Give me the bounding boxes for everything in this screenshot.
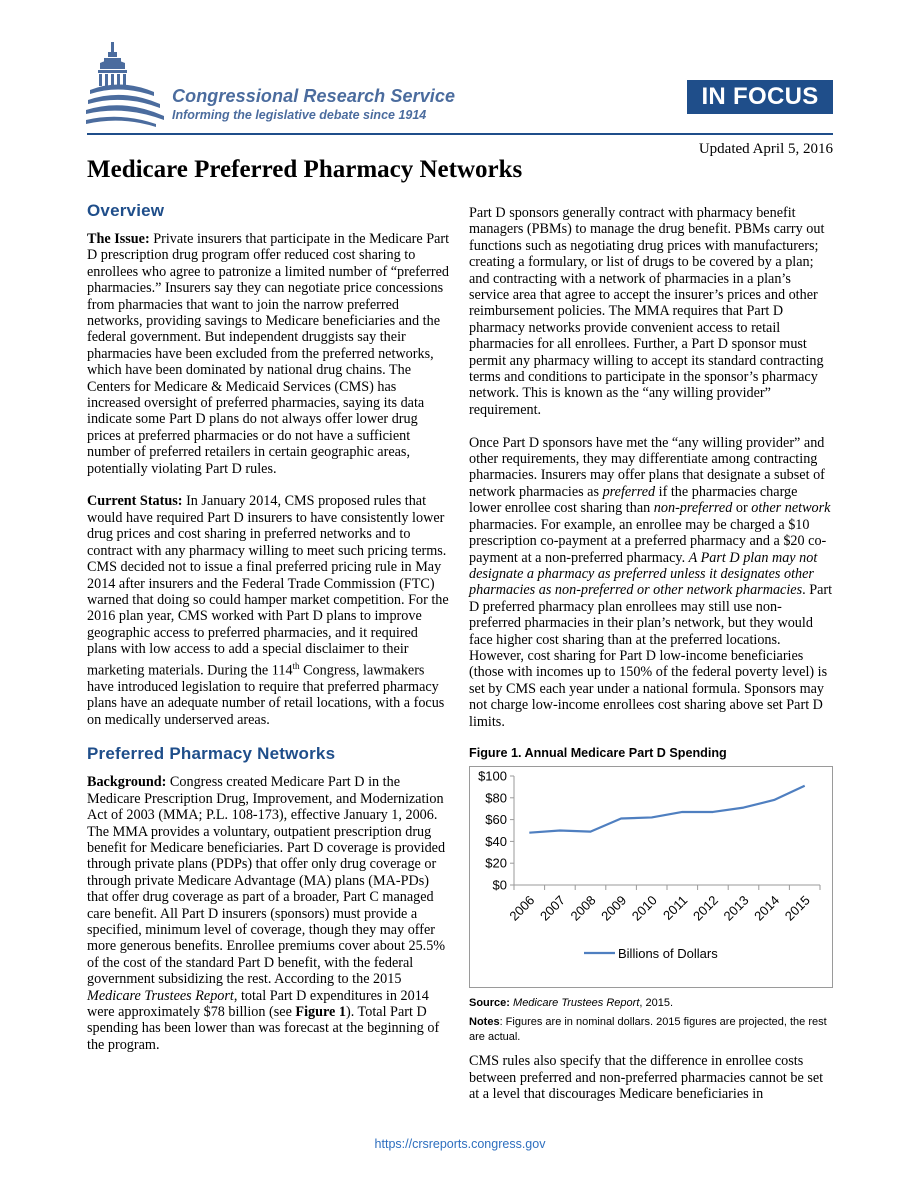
x-tick-label: 2008 <box>567 892 599 924</box>
ppn-heading: Preferred Pharmacy Networks <box>87 744 336 764</box>
notes-label: Notes <box>469 1016 500 1029</box>
right-column <box>469 205 833 1119</box>
figure-note <box>469 1015 833 1045</box>
status-text-tail: Congress, lawmakers have introduced legislation to require that preferred pharmacy plans have an adequate number of retail locations, with a focus on medically underserved areas. <box>87 662 445 728</box>
figure-source <box>469 996 833 1011</box>
background-text-2: , total Part D expenditures in 2014 were approximately $78 billion (see <box>87 987 429 1020</box>
para2-italic-rule: A Part D plan may not designate a pharmacy as preferred unless it designates other pharmacies as non-preferred or other network pharmacies <box>469 549 818 599</box>
issue-text: Private insurers that participate in the Medicare Part D prescription drug program offer reduced cost sharing to enrollees who agree to patronize a limited number of “preferred pharmacies.” Insurers say they can negotiate price concessions from pharmacies that want to join the narrow preferred networks, providing savings to Medicare beneficiaries and the federal government. But independent druggists say their pharmacies have been excluded from the preferred networks, which have been dominated by national drug chains. The Centers for Medicare & Medicaid Services (CMS) has increased oversight of preferred pharmacies, saying its data indicate some Part D plans do not always offer lower drug prices at preferred pharmacies or do not have a sufficient number of preferred retailers in certain geographic areas, potentially violating Part D rules. <box>87 231 450 477</box>
trustees-report-title: Medicare Trustees Report <box>87 987 234 1004</box>
left-column <box>87 201 451 1070</box>
x-tick-label: 2010 <box>628 892 660 924</box>
status-paragraph <box>87 493 451 727</box>
figure-notes <box>469 996 833 1045</box>
y-tick-label: $100 <box>478 768 507 784</box>
issue-label: The Issue: <box>87 231 150 247</box>
y-tick-label: $80 <box>485 790 507 806</box>
background-text: Congress created Medicare Part D in the Medicare Prescription Drug, Improvement, and Modernization Act of 2003 (MMA; P.L. 108-173), effective January 1, 2006. The MMA provides a voluntary, outpatient prescription drug benefit for Medicare beneficiaries. Part D coverage is provided through private plans (PDPs) that offer only drug coverage or through private Medicare Advantage (MA) plans (MA-PDs) that offer drug coverage as part of a broader, Part C managed care benefit. All Part D insurers (sponsors) must provide a specified, minimum level of coverage, though they may offer more generous benefits. Enrollee premiums cover about 25.5% of the cost of the standard Part D benefit, with the federal government subsidizing the rest. According to the 2015 <box>87 774 446 988</box>
org-tagline: Informing the legislative debate since 1914 <box>172 108 427 122</box>
background-text-3: ). Total Part D spending has been lower than was forecast at the beginning of the program. <box>87 1003 440 1053</box>
y-tick-label: $40 <box>485 834 507 850</box>
para2-italic-other-network: other network <box>751 500 831 517</box>
x-tick-label: 2012 <box>689 892 722 924</box>
status-superscript: th <box>292 660 300 671</box>
x-tick-label: 2009 <box>598 892 630 924</box>
footer-url-link[interactable]: https://crsreports.congress.gov <box>374 1137 546 1151</box>
x-tick-label: 2013 <box>720 892 752 924</box>
background-paragraph <box>87 774 451 1053</box>
x-tick-label: 2011 <box>660 892 691 924</box>
legend-label: Billions of Dollars <box>618 946 718 962</box>
figure-reference: Figure 1 <box>295 1003 346 1020</box>
issue-paragraph <box>87 231 451 477</box>
page-title: Medicare Preferred Pharmacy Networks <box>87 156 523 183</box>
cost-difference-paragraph: CMS rules also specify that the difference in enrollee costs between preferred and non-preferred pharmacies cannot be set at a level that discourages Medicare beneficiaries in <box>469 1053 824 1103</box>
para2-text-d: pharmacies. For example, an enrollee may be charged a $10 prescription co-payment at a preferred pharmacy and a $20 co-payment at a non-preferred pharmacy. <box>469 516 827 566</box>
updated-date: Updated April 5, 2016 <box>698 141 833 157</box>
overview-heading: Overview <box>87 201 165 220</box>
x-tick-label: 2007 <box>536 892 569 924</box>
para2-text-e: . Part D preferred pharmacy plan enrollees may still use non-preferred pharmacies in their plan’s network, but they would face higher cost sharing than at the preferred locations. However, cost sharing for Part D low-income beneficiaries (those with incomes up to 150% of the federal poverty level) is set by CMS each year under a national formula. Sponsors may not charge low-income enrollees cost sharing above set Part D limits. <box>469 582 833 730</box>
para2-text-a: Once Part D sponsors have met the “any willing provider” and other requirements, they may differentiate among contracting pharmacies. Insurers may offer plans that designate a subset of network pharmacies as <box>469 434 825 500</box>
header-divider <box>87 133 833 135</box>
para2-italic-preferred: preferred <box>602 483 656 500</box>
source-tail: , 2015. <box>639 997 674 1010</box>
source-text: Medicare Trustees Report <box>513 997 640 1010</box>
y-tick-label: $60 <box>485 812 507 828</box>
status-label: Current Status: <box>87 493 183 510</box>
para2-text-b: if the pharmacies charge lower enrollee cost sharing than <box>469 483 798 517</box>
capitol-dome-logo <box>84 40 168 132</box>
para2-italic-nonpreferred: non-preferred <box>653 500 733 517</box>
series-line <box>529 786 804 833</box>
x-tick-label: 2006 <box>506 892 538 924</box>
x-tick-label: 2015 <box>781 892 813 924</box>
in-focus-badge: IN FOCUS <box>687 80 833 114</box>
background-label: Background: <box>87 774 167 791</box>
y-tick-label: $0 <box>492 877 507 893</box>
source-label: Source: <box>469 997 510 1010</box>
pbm-paragraph: Part D sponsors generally contract with pharmacy benefit managers (PBMs) to manage the drug benefit. PBMs carry out functions such as negotiating drug prices with manufacturers; creating a formulary, or list of drugs to be covered by a plan; and contracting with a network of pharmacies in a plan’s service area that agree to accept the insurer’s prices and other reimbursement policies. The MMA requires that Part D pharmacy networks provide convenient access to retail pharmacies for all enrollees. Further, a Part D sponsor must permit any pharmacy willing to accept its standard contracting terms and conditions to participate in the sponsor’s pharmacy network. This is known as the “any willing provider” requirement. <box>469 205 825 418</box>
status-text: In January 2014, CMS proposed rules that would have required Part D insurers to have consistently lower drug prices and cost sharing in preferred networks and to contract with any pharmacy willing to meet such pricing terms. CMS decided not to issue a final preferred pricing rule in May 2014 after insurers and the Federal Trade Commission (FTC) warned that doing so could hamper market competition. For the 2016 plan year, CMS worked with Part D plans to improve geographic access to preferred pharmacies, and it required plans with low access to add a special disclaimer to their marketing materials. During the 114 <box>87 493 449 679</box>
spending-chart <box>469 766 833 988</box>
y-tick-label: $20 <box>485 856 507 872</box>
chart-svg <box>470 767 832 987</box>
figure-caption: Figure 1. Annual Medicare Part D Spending <box>469 746 727 761</box>
org-name: Congressional Research Service <box>172 86 456 106</box>
para2-text-c: or <box>732 500 752 517</box>
differentiation-paragraph <box>469 435 833 730</box>
x-tick-label: 2014 <box>751 892 783 924</box>
notes-text: : Figures are in nominal dollars. 2015 figures are projected, the rest are actual. <box>469 1016 827 1044</box>
